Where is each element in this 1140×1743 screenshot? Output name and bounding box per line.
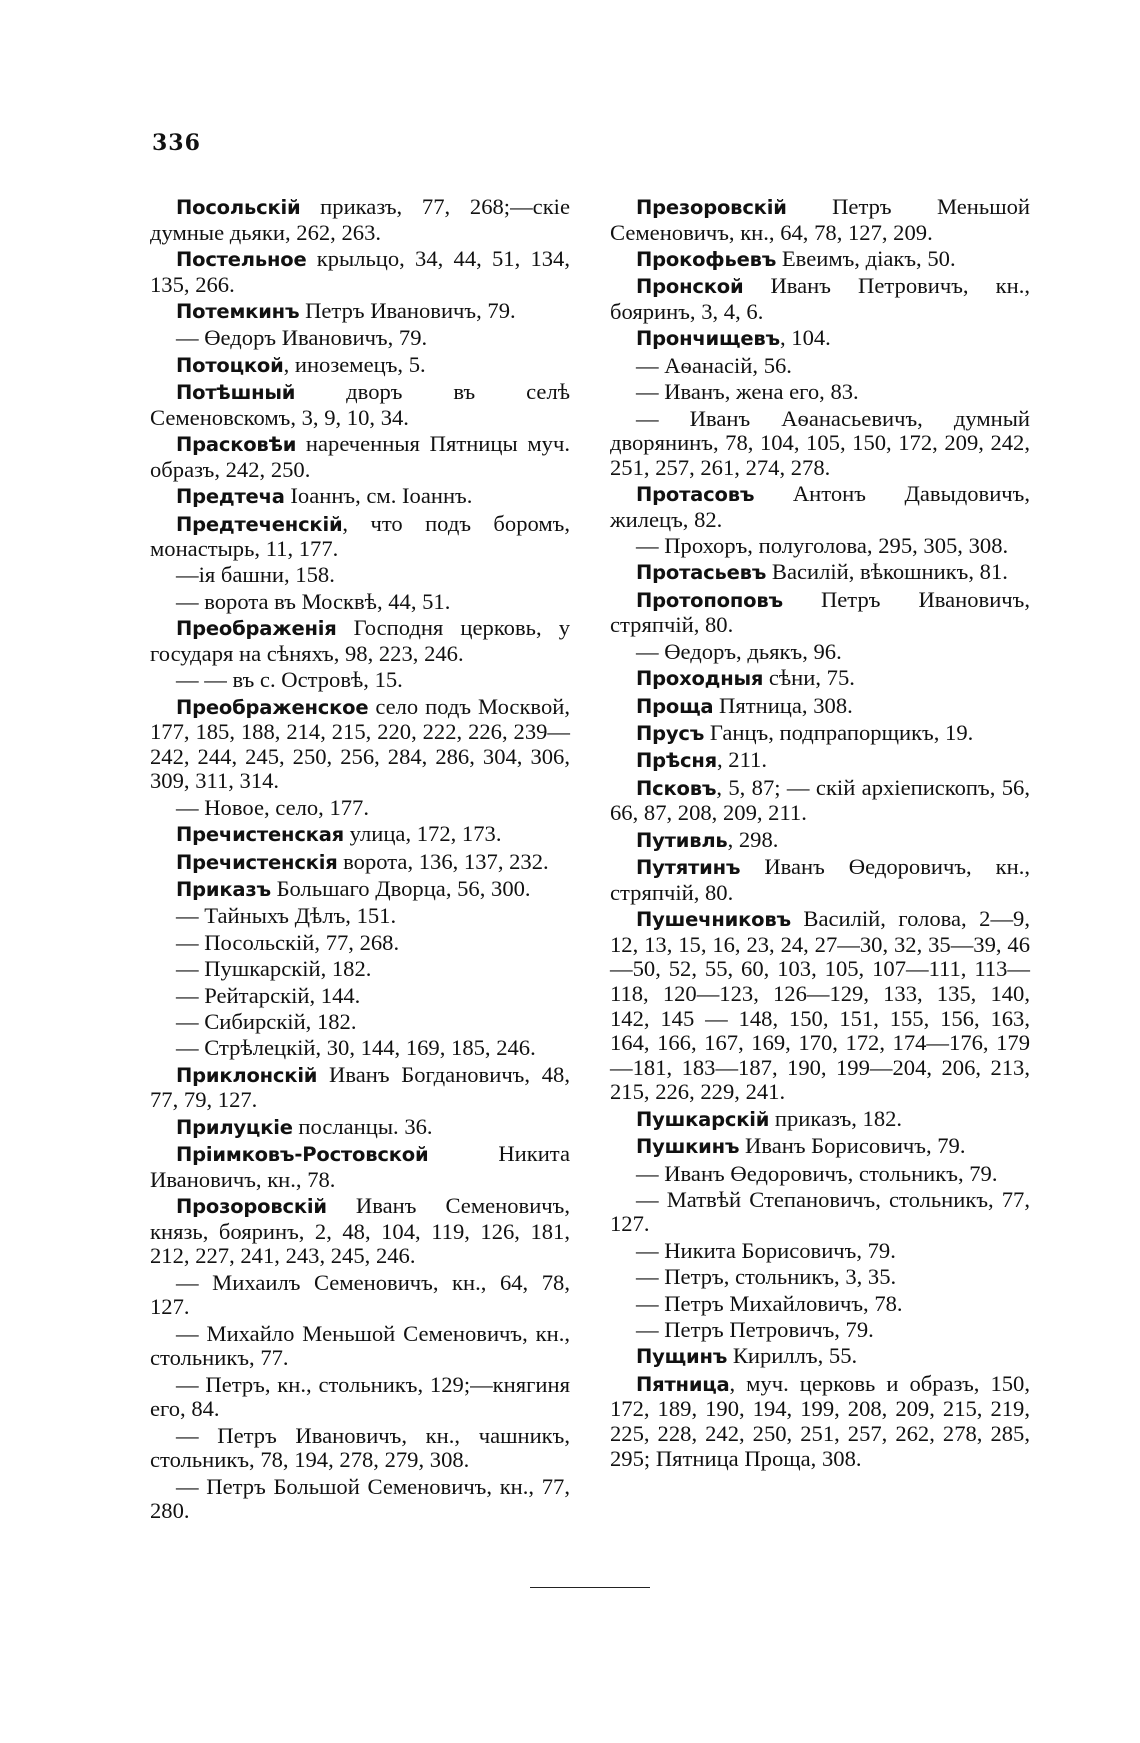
entry-text: Кириллъ, 55. (727, 1343, 858, 1369)
entry-headword: Пущинъ (636, 1345, 728, 1369)
entry-headword: Прусъ (636, 722, 705, 746)
index-entry (150, 1271, 570, 1320)
index-entry (610, 1318, 1030, 1343)
entry-text: Большаго Дворца, 56, 300. (270, 875, 531, 901)
entry-text: — Петръ Михайловичъ, 78. (636, 1290, 903, 1316)
entry-text: Пятница, 308. (713, 692, 853, 718)
index-entry (610, 407, 1030, 481)
index-entry (150, 299, 570, 325)
index-entry (150, 1142, 570, 1192)
entry-headword: Прозоровскій (176, 1195, 327, 1219)
index-entry (150, 1063, 570, 1113)
index-entry (610, 907, 1030, 1105)
entry-text: —ія башни, 158. (176, 562, 335, 588)
index-entry (150, 590, 570, 615)
index-entry (150, 850, 570, 876)
entry-text: Петръ Ивановичъ, стряпчій, 80. (610, 586, 1030, 638)
index-entry (610, 326, 1030, 352)
entry-headword: Преображенія (176, 617, 337, 641)
index-entry (610, 855, 1030, 905)
entry-text: приказъ, 77, 268;—скіе думные дьяки, 262, 263. (150, 194, 570, 245)
entry-text: дворъ въ селѣ Семеновскомъ, 3, 9, 10, 34. (150, 379, 570, 430)
entry-headword: Путятинъ (636, 856, 741, 880)
index-entry (150, 984, 570, 1009)
index-entry (610, 560, 1030, 586)
entry-headword: Посольскій (176, 196, 301, 219)
entry-text: нареченныя Пятницы муч. образъ, 242, 250. (150, 431, 570, 482)
entry-text: приказъ, 182. (769, 1105, 903, 1131)
index-entry (150, 247, 570, 297)
entry-text: сѣни, 75. (763, 665, 855, 691)
entry-text: — Петръ Петровичъ, 79. (636, 1317, 874, 1343)
entry-text: крыльцо, 34, 44, 51, 134, 135, 266. (150, 245, 570, 297)
entry-text: — Өедоръ, дьякъ, 96. (636, 638, 842, 664)
entry-headword: Пронской (636, 275, 744, 299)
index-entry (150, 380, 570, 430)
entry-text: Василій, голова, 2—9, 12, 13, 15, 16, 23, 24, 27—30, 32, 35—39, 46—50, 52, 55, 60, 103, 105, 107—111, 113—118, 120—123, 126—129, 133, 135, 140, 142, 145 — 148, 150, 151, 155, 156, 163, 164, 166, 167, 169, 170, 172, 174—176, 179—181, 183—187, 190, 199—204, 206, 213, 215, 226, 229, 241. (610, 906, 1030, 1105)
index-entry (150, 432, 570, 482)
entry-text: — Петръ, кн., стольникъ, 129;—княгиня его, 84. (150, 1371, 570, 1422)
index-entry (150, 1424, 570, 1473)
entry-text: , что подъ боромъ, монастырь, 11, 177. (150, 510, 570, 562)
index-entry (150, 695, 570, 794)
index-entry (610, 694, 1030, 720)
index-entry (610, 354, 1030, 379)
index-entry (150, 1475, 570, 1524)
entry-headword: Прончищевъ (636, 327, 780, 351)
entry-text: — Петръ Большой Семеновичъ, кн., 77, 280. (150, 1473, 570, 1524)
entry-text: — Рейтарскій, 144. (176, 982, 361, 1008)
entry-headword: Презоровскій (636, 196, 787, 219)
entry-headword: Приклонскій (176, 1063, 318, 1087)
entry-text: Петръ Меньшой Семеновичъ, кн., 64, 78, 127, 209. (610, 194, 1030, 245)
entry-text: Іоаннъ, см. Іоаннъ. (284, 483, 473, 509)
entry-text: , 104. (779, 325, 831, 351)
entry-text: , 5, 87; — скій архіепископъ, 56, 66, 87, 208, 209, 211. (610, 774, 1030, 826)
entry-headword: Протасовъ (636, 483, 755, 507)
entry-text: Иванъ Борисовичъ, 79. (739, 1133, 966, 1159)
index-entry (150, 931, 570, 956)
index-entry (150, 796, 570, 821)
index-entry (610, 1134, 1030, 1160)
index-entry (150, 877, 570, 903)
entry-text: посланцы. 36. (292, 1113, 433, 1139)
entry-text: Петръ Ивановичъ, 79. (299, 297, 516, 323)
entry-text: Ганцъ, подпрапорщикъ, 19. (704, 720, 974, 746)
entry-text: — Өедоръ Ивановичъ, 79. (176, 325, 428, 351)
index-entry (610, 1344, 1030, 1370)
entry-headword: Постельное (176, 247, 307, 271)
entry-headword: Протасьевъ (636, 561, 767, 585)
index-entry (610, 247, 1030, 273)
entry-text: село подъ Москвой, 177, 185, 188, 214, 215, 220, 222, 226, 239—242, 244, 245, 250, 256, 284, 286, 304, 306, 309, 311, 314. (150, 693, 570, 794)
entry-headword: Потемкинъ (176, 299, 300, 323)
entry-headword: Прилуцкіе (176, 1115, 293, 1139)
index-entry (610, 1239, 1030, 1264)
index-entry (150, 904, 570, 929)
entry-text: , иноземецъ, 5. (283, 351, 426, 377)
entry-text: — Петръ Ивановичъ, кн., чашникъ, стольникъ, 78, 194, 278, 279, 308. (150, 1422, 570, 1473)
entry-text: ворота, 136, 137, 232. (337, 848, 549, 874)
index-entry (150, 563, 570, 588)
index-entry (150, 1373, 570, 1422)
entry-text: , 211. (716, 747, 767, 773)
entry-text: Василій, вѣкошникъ, 81. (766, 559, 1008, 585)
index-entry (610, 748, 1030, 774)
entry-text: — Иванъ Аѳанасьевичъ, думный дворянинъ, 78, 104, 105, 150, 172, 209, 242, 251, 257, 261, 274, 278. (610, 405, 1030, 480)
index-entry (610, 640, 1030, 665)
index-entry (150, 822, 570, 848)
entry-text: Иванъ Өедоровичъ, кн., стряпчій, 80. (610, 854, 1030, 905)
index-entry (150, 484, 570, 510)
entry-headword: Проща (636, 694, 714, 718)
entry-headword: Проходныя (636, 667, 764, 691)
index-entry (610, 534, 1030, 559)
entry-headword: Предтеченскій (176, 512, 343, 536)
index-entry (150, 668, 570, 693)
index-entry (150, 353, 570, 379)
entry-text: — Посольскій, 77, 268. (176, 929, 400, 955)
index-entry (150, 1010, 570, 1035)
entry-headword: Потѣшный (176, 381, 296, 405)
index-entry (610, 1372, 1030, 1471)
entry-text: — Петръ, стольникъ, 3, 35. (636, 1264, 897, 1290)
index-entry (610, 195, 1030, 245)
entry-headword: Пречистенская (176, 823, 344, 847)
index-entry (610, 1188, 1030, 1237)
entry-text: — Матвѣй Степановичъ, стольникъ, 77, 127. (610, 1186, 1030, 1237)
entry-text: , 298. (727, 826, 779, 852)
entry-text: Никита Ивановичъ, кн., 78. (150, 1141, 570, 1192)
index-entry (610, 380, 1030, 405)
entry-text: Господня церковь, у государя на сѣняхъ, 98, 223, 246. (150, 615, 570, 666)
entry-text: — Михайло Меньшой Семеновичъ, кн., стольникъ, 77. (150, 1320, 570, 1371)
entry-text: Иванъ Семеновичъ, князь, бояринъ, 2, 48, 104, 119, 126, 181, 212, 227, 241, 243, 245, 246. (150, 1193, 570, 1269)
entry-headword: Прокофьевъ (636, 247, 777, 271)
entry-text: Иванъ Петровичъ, кн., бояринъ, 3, 4, 6. (610, 273, 1030, 324)
entry-headword: Прѣсня (636, 749, 717, 773)
index-entry (150, 195, 570, 245)
entry-text: — Иванъ, жена его, 83. (636, 379, 859, 405)
entry-text: — Пушкарскій, 182. (176, 956, 372, 982)
page-number: 336 (152, 130, 201, 156)
index-entry (150, 326, 570, 351)
entry-text: — Новое, село, 177. (176, 794, 370, 820)
index-entry (610, 1107, 1030, 1133)
entry-headword: Прасковѣи (176, 433, 297, 457)
entry-headword: Пятница (636, 1372, 730, 1396)
index-entry (610, 666, 1030, 692)
index-entry (610, 776, 1030, 826)
entry-headword: Псковъ (636, 776, 717, 800)
entry-text: — Тайныхъ Дѣлъ, 151. (176, 903, 397, 929)
entry-text: — Никита Борисовичъ, 79. (636, 1237, 896, 1263)
entry-headword: Пречистенскія (176, 850, 338, 874)
index-entry (610, 1265, 1030, 1290)
index-entry (150, 512, 570, 562)
entry-headword: Потоцкой (176, 353, 284, 377)
index-entry (150, 1194, 570, 1269)
index-entry (610, 721, 1030, 747)
entry-text: Евеимъ, діакъ, 50. (776, 245, 956, 271)
index-entry (150, 1036, 570, 1061)
index-entry (610, 588, 1030, 638)
index-entry (150, 616, 570, 666)
entry-text: — — въ с. Островѣ, 15. (176, 667, 403, 693)
entry-text: — Аѳанасій, 56. (636, 352, 792, 378)
index-entry (610, 274, 1030, 324)
index-column-left (150, 195, 570, 1526)
entry-text: — Иванъ Өедоровичъ, стольникъ, 79. (636, 1160, 998, 1186)
entry-text: — ворота въ Москвѣ, 44, 51. (176, 588, 451, 614)
entry-text: Антонъ Давыдовичъ, жилецъ, 82. (610, 481, 1030, 532)
entry-text: Иванъ Богдановичъ, 48, 77, 79, 127. (150, 1061, 570, 1113)
entry-text: — Прохоръ, полуголова, 295, 305, 308. (636, 533, 1009, 559)
entry-headword: Пріимковъ-Ростовской (176, 1143, 429, 1167)
footer-rule (530, 1587, 650, 1588)
entry-text: — Стрѣлецкій, 30, 144, 169, 185, 246. (176, 1035, 536, 1061)
entry-text: — Михаилъ Семеновичъ, кн., 64, 78, 127. (150, 1269, 570, 1320)
entry-headword: Преображенское (176, 695, 369, 719)
entry-text: улица, 172, 173. (344, 821, 502, 847)
index-entry (610, 1292, 1030, 1317)
index-entry (610, 482, 1030, 532)
index-entry (610, 828, 1030, 854)
index-entry (150, 1322, 570, 1371)
index-entry (150, 1115, 570, 1141)
entry-text: — Сибирскій, 182. (176, 1008, 357, 1034)
entry-headword: Пушечниковъ (636, 908, 791, 932)
entry-headword: Предтеча (176, 485, 285, 509)
entry-text: , муч. церковь и образъ, 150, 172, 189, 190, 194, 199, 208, 209, 215, 219, 225, 228, 242, 250, 251, 257, 262, 278, 285, 295; Пятница Проща, 308. (610, 1370, 1030, 1471)
index-column-right (610, 195, 1030, 1473)
entry-headword: Путивль (636, 828, 728, 852)
entry-headword: Приказъ (176, 877, 271, 901)
index-entry (150, 957, 570, 982)
entry-headword: Протопоповъ (636, 588, 783, 612)
entry-headword: Пушкарскій (636, 1107, 770, 1131)
index-entry (610, 1162, 1030, 1187)
entry-headword: Пушкинъ (636, 1135, 740, 1159)
